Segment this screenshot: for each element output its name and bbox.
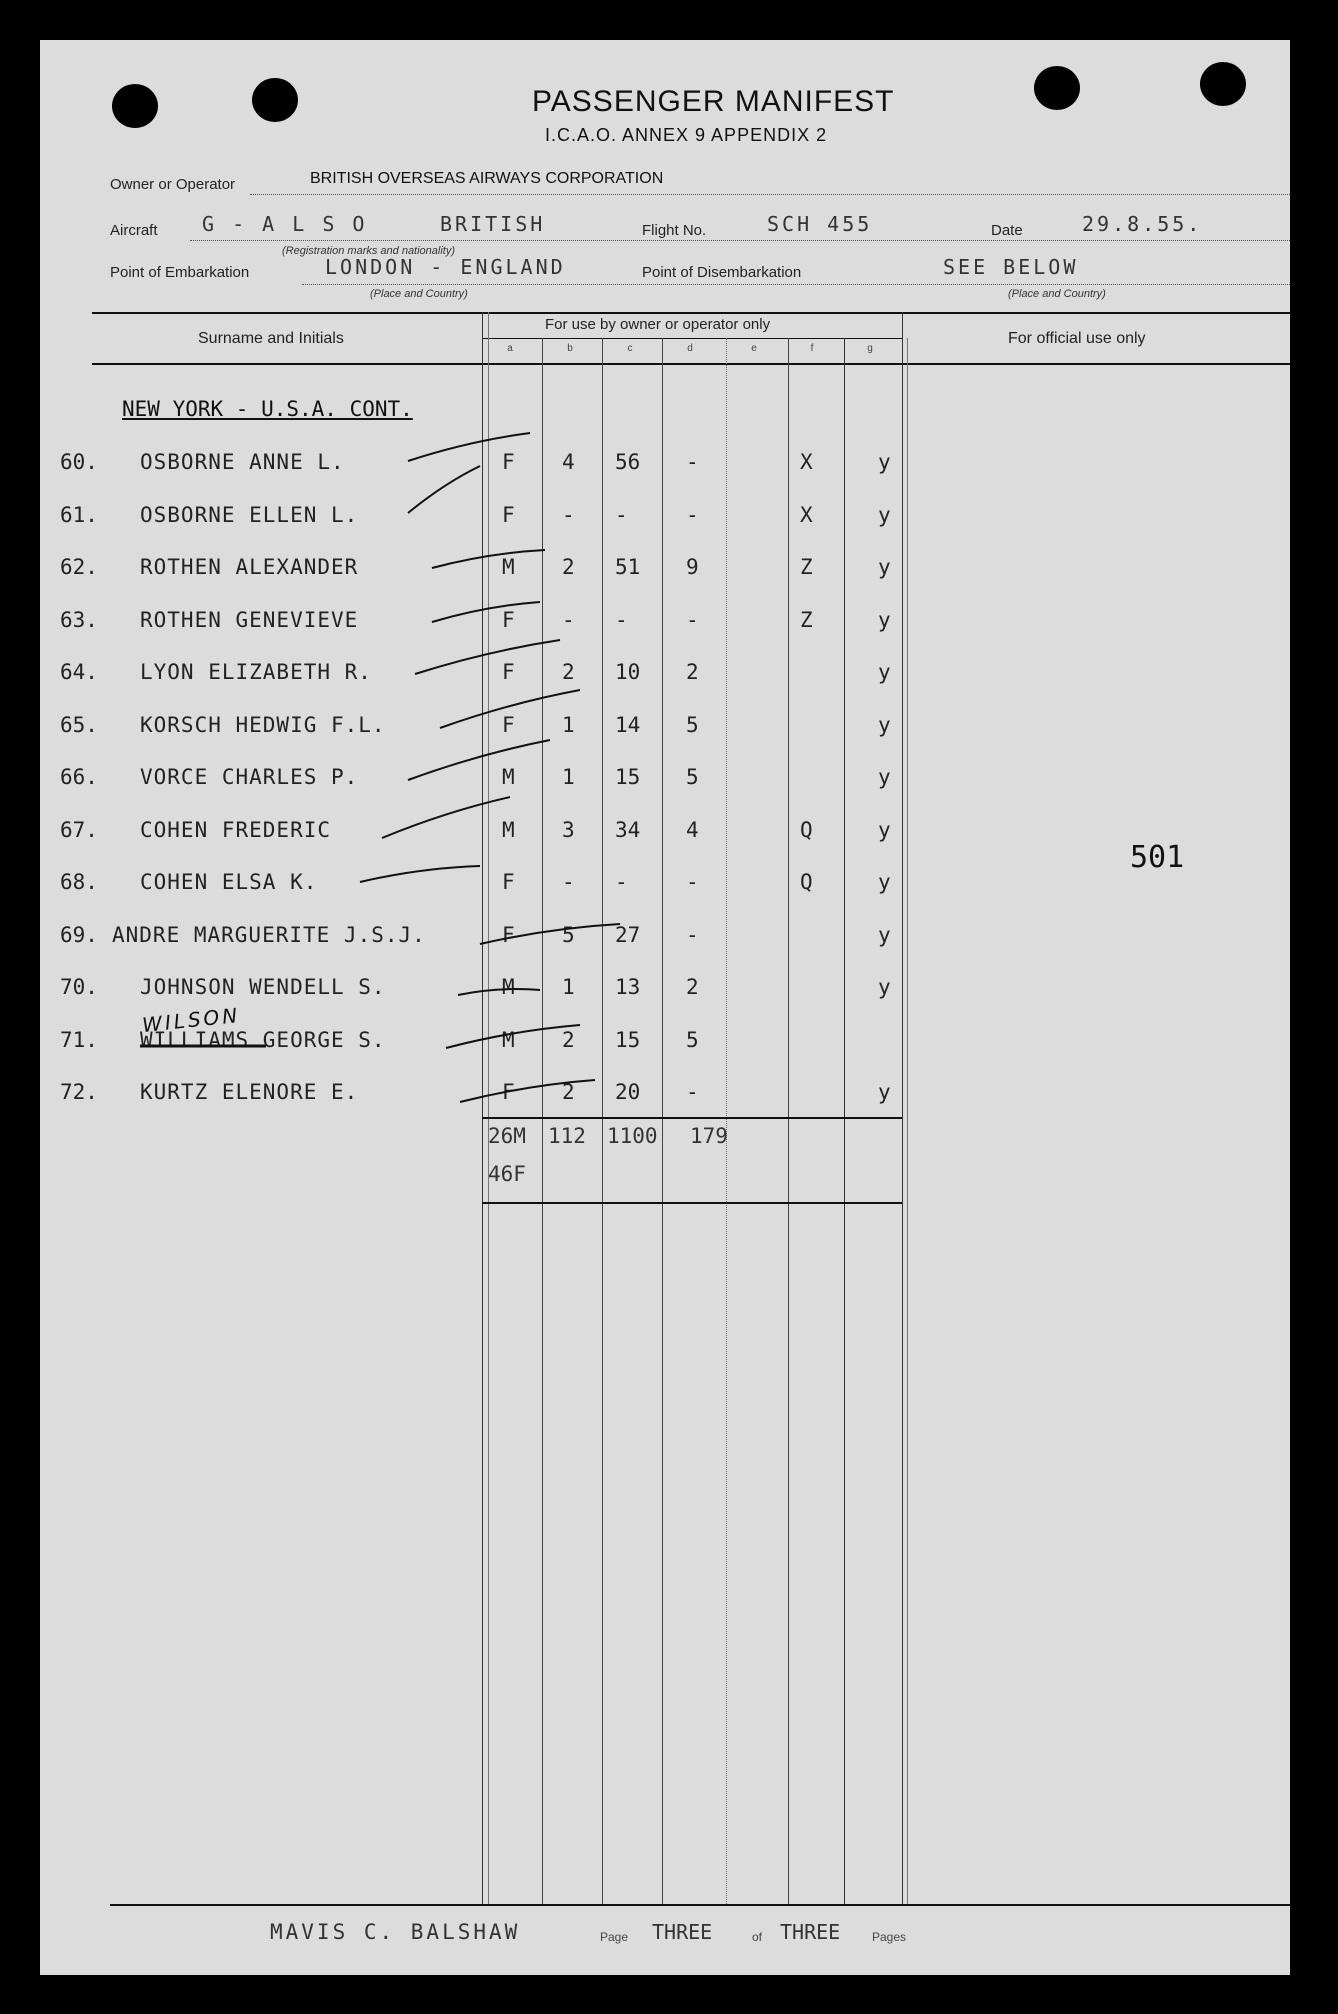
row-number: 64. — [60, 660, 98, 684]
row-number: 71. — [60, 1028, 98, 1052]
row-number: 70. — [60, 975, 98, 999]
row-number: 66. — [60, 765, 98, 789]
col-c-value: 10 — [615, 660, 641, 684]
col-c-value: 51 — [615, 555, 641, 579]
passenger-name: OSBORNE ANNE L. — [140, 450, 345, 474]
col-b-value: 4 — [562, 450, 575, 474]
column-letter-d: d — [687, 343, 693, 354]
column-letter-c: c — [627, 343, 633, 354]
col-c-value: - — [615, 870, 628, 894]
passenger-name: KURTZ ELENORE E. — [140, 1080, 359, 1104]
manifest-page — [40, 40, 1290, 1975]
col-a-value: M — [502, 555, 515, 579]
col-g-value: y — [878, 1080, 891, 1104]
aircraft-value: G - A L S O — [202, 212, 368, 236]
col-d-value: 5 — [686, 713, 699, 737]
col-g-value: y — [878, 450, 891, 474]
total-a-male: 26M — [488, 1124, 526, 1148]
col-d-value: 2 — [686, 660, 699, 684]
col-a-value: F — [502, 660, 515, 684]
col-g-value: y — [878, 555, 891, 579]
pen-connector-line — [458, 989, 540, 995]
col-b-value: - — [562, 608, 575, 632]
col-a-value: M — [502, 1028, 515, 1052]
col-c-value: 13 — [615, 975, 641, 999]
pen-connector-line — [415, 640, 560, 674]
col-a-value: F — [502, 1080, 515, 1104]
col-a-value: F — [502, 608, 515, 632]
passenger-name: ROTHEN GENEVIEVE — [140, 608, 359, 632]
embarkation-label: Point of Embarkation — [110, 264, 250, 281]
column-letter-b: b — [567, 343, 573, 354]
passenger-name: COHEN FREDERIC — [140, 818, 332, 842]
col-g-value: y — [878, 765, 891, 789]
pen-connector-line — [408, 466, 480, 513]
col-g-value: y — [878, 713, 891, 737]
col-b-value: 2 — [562, 1028, 575, 1052]
pen-marks — [40, 40, 1290, 1975]
flight-value: SCH 455 — [767, 212, 873, 236]
col-b-value: 2 — [562, 660, 575, 684]
col-b-value: 2 — [562, 1080, 575, 1104]
col-c-value: - — [615, 503, 628, 527]
aircraft-label: Aircraft — [110, 222, 158, 239]
total-a-female: 46F — [488, 1162, 526, 1186]
col-f-value: Z — [800, 555, 813, 579]
embarkation-note: (Place and Country) — [370, 288, 468, 300]
row-number: 72. — [60, 1080, 98, 1104]
official-number: 501 — [1130, 840, 1185, 875]
owner-label: Owner or Operator — [110, 176, 236, 193]
row-number: 65. — [60, 713, 98, 737]
surname-column-header: Surname and Initials — [198, 330, 344, 347]
col-f-value: Z — [800, 608, 813, 632]
col-g-value: y — [878, 660, 891, 684]
col-f-value: Q — [800, 818, 813, 842]
col-g-value: y — [878, 870, 891, 894]
col-b-value: - — [562, 503, 575, 527]
disembarkation-label: Point of Disembarkation — [642, 264, 802, 281]
registration-note: (Registration marks and nationality) — [282, 245, 456, 257]
pen-connector-line — [432, 602, 540, 622]
passenger-name: OSBORNE ELLEN L. — [140, 503, 359, 527]
col-b-value: 2 — [562, 555, 575, 579]
pen-connector-line — [460, 1080, 595, 1102]
pen-connector-line — [432, 550, 545, 568]
disembarkation-value: SEE BELOW — [943, 255, 1079, 279]
manifest-subtitle: I.C.A.O. ANNEX 9 APPENDIX 2 — [545, 125, 828, 145]
row-number: 69. — [60, 923, 98, 947]
col-c-value: - — [615, 608, 628, 632]
date-value: 29.8.55. — [1082, 212, 1203, 236]
col-f-value: X — [800, 503, 813, 527]
official-use-column-header: For official use only — [1008, 330, 1146, 347]
col-b-value: 5 — [562, 923, 575, 947]
disembarkation-note: (Place and Country) — [1008, 288, 1106, 300]
column-letter-e: e — [751, 343, 757, 354]
pen-connector-line — [446, 1025, 580, 1048]
total-d: 179 — [690, 1124, 728, 1148]
col-c-value: 15 — [615, 765, 641, 789]
col-a-value: M — [502, 765, 515, 789]
col-c-value: 20 — [615, 1080, 641, 1104]
passenger-name: WILLIAMS GEORGE S. — [140, 1028, 386, 1052]
column-letter-g: g — [867, 343, 873, 354]
passenger-name: ANDRE MARGUERITE J.S.J. — [112, 923, 426, 947]
passenger-name: VORCE CHARLES P. — [140, 765, 359, 789]
pen-connector-line — [408, 740, 550, 780]
col-g-value: y — [878, 503, 891, 527]
row-number: 62. — [60, 555, 98, 579]
manifest-title: PASSENGER MANIFEST — [532, 85, 895, 118]
row-number: 63. — [60, 608, 98, 632]
pen-connector-line — [382, 797, 510, 838]
of-label: of — [752, 1930, 763, 1944]
col-a-value: F — [502, 503, 515, 527]
page-value: THREE — [652, 1920, 713, 1944]
col-d-value: - — [686, 1080, 699, 1104]
col-b-value: - — [562, 870, 575, 894]
total-c: 1100 — [607, 1124, 658, 1148]
passenger-name: KORSCH HEDWIG F.L. — [140, 713, 386, 737]
pen-connector-line — [360, 866, 480, 882]
col-c-value: 27 — [615, 923, 641, 947]
embarkation-value: LONDON - ENGLAND — [325, 255, 566, 279]
col-f-value: Q — [800, 870, 813, 894]
passenger-name: LYON ELIZABETH R. — [140, 660, 372, 684]
col-b-value: 1 — [562, 975, 575, 999]
col-f-value: X — [800, 450, 813, 474]
col-d-value: 4 — [686, 818, 699, 842]
col-g-value: y — [878, 608, 891, 632]
col-a-value: M — [502, 975, 515, 999]
col-d-value: 5 — [686, 1028, 699, 1052]
owner-value: BRITISH OVERSEAS AIRWAYS CORPORATION — [310, 170, 664, 187]
row-number: 60. — [60, 450, 98, 474]
col-a-value: M — [502, 818, 515, 842]
of-value: THREE — [780, 1920, 841, 1944]
col-d-value: - — [686, 450, 699, 474]
nationality-value: BRITISH — [440, 212, 546, 236]
row-number: 61. — [60, 503, 98, 527]
col-d-value: - — [686, 503, 699, 527]
page-label: Page — [600, 1930, 629, 1944]
col-d-value: 5 — [686, 765, 699, 789]
section-heading: NEW YORK - U.S.A. CONT. — [122, 397, 413, 421]
col-c-value: 15 — [615, 1028, 641, 1052]
col-d-value: - — [686, 608, 699, 632]
owner-use-column-header: For use by owner or operator only — [545, 316, 771, 333]
col-d-value: - — [686, 923, 699, 947]
col-c-value: 56 — [615, 450, 641, 474]
col-g-value: y — [878, 923, 891, 947]
col-c-value: 14 — [615, 713, 641, 737]
signature: MAVIS C. BALSHAW — [270, 1920, 521, 1944]
col-d-value: - — [686, 870, 699, 894]
column-letter-a: a — [507, 343, 513, 354]
passenger-name: JOHNSON WENDELL S. — [140, 975, 386, 999]
col-c-value: 34 — [615, 818, 641, 842]
col-d-value: 2 — [686, 975, 699, 999]
col-a-value: F — [502, 870, 515, 894]
col-b-value: 1 — [562, 765, 575, 789]
flight-label: Flight No. — [642, 222, 707, 239]
col-b-value: 1 — [562, 713, 575, 737]
row-number: 67. — [60, 818, 98, 842]
total-b: 112 — [548, 1124, 586, 1148]
row-number: 68. — [60, 870, 98, 894]
column-letter-f: f — [810, 343, 814, 354]
pen-connector-line — [480, 924, 620, 944]
pen-connector-line — [408, 433, 530, 461]
col-a-value: F — [502, 923, 515, 947]
pen-connector-line — [440, 690, 580, 728]
col-b-value: 3 — [562, 818, 575, 842]
col-g-value: y — [878, 818, 891, 842]
col-d-value: 9 — [686, 555, 699, 579]
passenger-name: ROTHEN ALEXANDER — [140, 555, 359, 579]
col-a-value: F — [502, 713, 515, 737]
handwritten-correction: WILSON — [141, 1002, 242, 1038]
pages-label: Pages — [872, 1930, 907, 1944]
date-label: Date — [991, 222, 1023, 239]
col-a-value: F — [502, 450, 515, 474]
col-g-value: y — [878, 975, 891, 999]
passenger-name: COHEN ELSA K. — [140, 870, 318, 894]
